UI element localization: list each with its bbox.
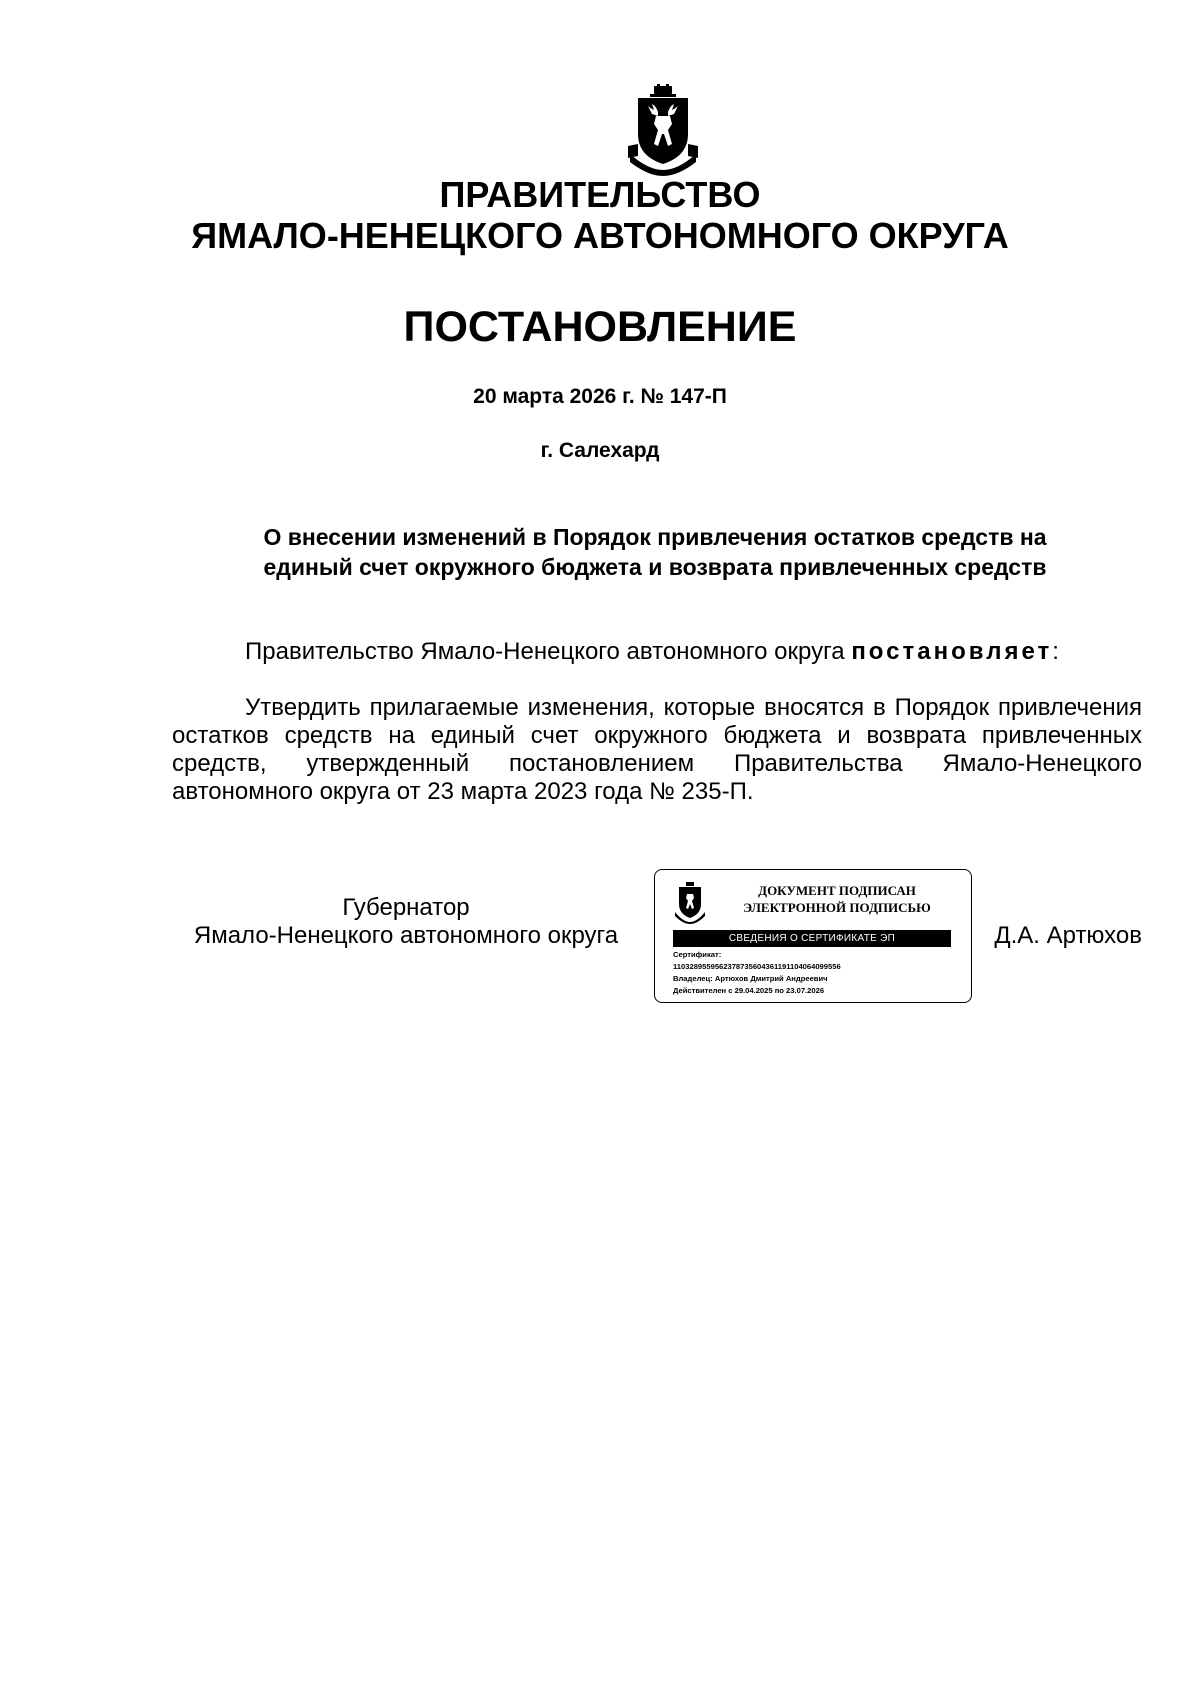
government-name-line2: ЯМАЛО-НЕНЕЦКОГО АВТОНОМНОГО ОКРУГА (191, 215, 1009, 256)
stamp-cert-label: Сертификат: (673, 950, 722, 959)
stamp-certificate-details (673, 949, 963, 997)
stamp-coat-of-arms-icon (675, 882, 705, 924)
stamp-owner: Владелец: Артюхов Дмитрий Андреевич (673, 974, 828, 983)
stamp-certificate-header: СВЕДЕНИЯ О СЕРТИФИКАТЕ ЭП (673, 930, 951, 947)
document-date-number: 20 марта 2026 г. № 147-П (473, 385, 727, 408)
decree-intro-paragraph (172, 638, 1142, 666)
stamp-validity: Действителен с 29.04.2025 по 23.07.2026 (673, 986, 825, 995)
document-city: г. Салехард (540, 439, 660, 462)
document-type-title: ПОСТАНОВЛЕНИЕ (403, 303, 797, 351)
decree-body-paragraph: Утвердить прилагаемые изменения, которые вносятся в Порядок привлечения остатков средств на единый счет окружного бюджета и возврата привлеченных средств, утвержденный постановлением Правительства Ямало-Ненецкого автономного округа от 23 марта 2023 года № 235-П. (172, 694, 1142, 805)
coat-of-arms-icon (628, 84, 698, 176)
decree-intro-text: Правительство Ямало-Ненецкого автономного округа (245, 638, 852, 665)
signer-name: Д.А. Артюхов (994, 922, 1142, 949)
electronic-signature-stamp (654, 869, 972, 1003)
stamp-title (723, 882, 951, 916)
signer-position-line1: Губернатор (342, 894, 470, 921)
stamp-cert-number: 1103289559562378735604361191104064099556 (673, 962, 841, 971)
signer-position-line2: Ямало-Ненецкого автономного округа (193, 922, 619, 949)
decree-intro-colon: : (1052, 638, 1059, 665)
document-subject (170, 522, 1140, 582)
document-subject-line1: О внесении изменений в Порядок привлечения остатков средств на (263, 524, 1047, 550)
stamp-title-line1: ДОКУМЕНТ ПОДПИСАН (758, 883, 916, 898)
document-subject-line2: единый счет окружного бюджета и возврата привлеченных средств (263, 554, 1047, 580)
signer-position (172, 894, 640, 950)
decree-keyword: постановляет (851, 638, 1053, 665)
stamp-title-line2: ЭЛЕКТРОННОЙ ПОДПИСЬЮ (743, 900, 931, 915)
government-name-line1: ПРАВИТЕЛЬСТВО (439, 174, 761, 215)
